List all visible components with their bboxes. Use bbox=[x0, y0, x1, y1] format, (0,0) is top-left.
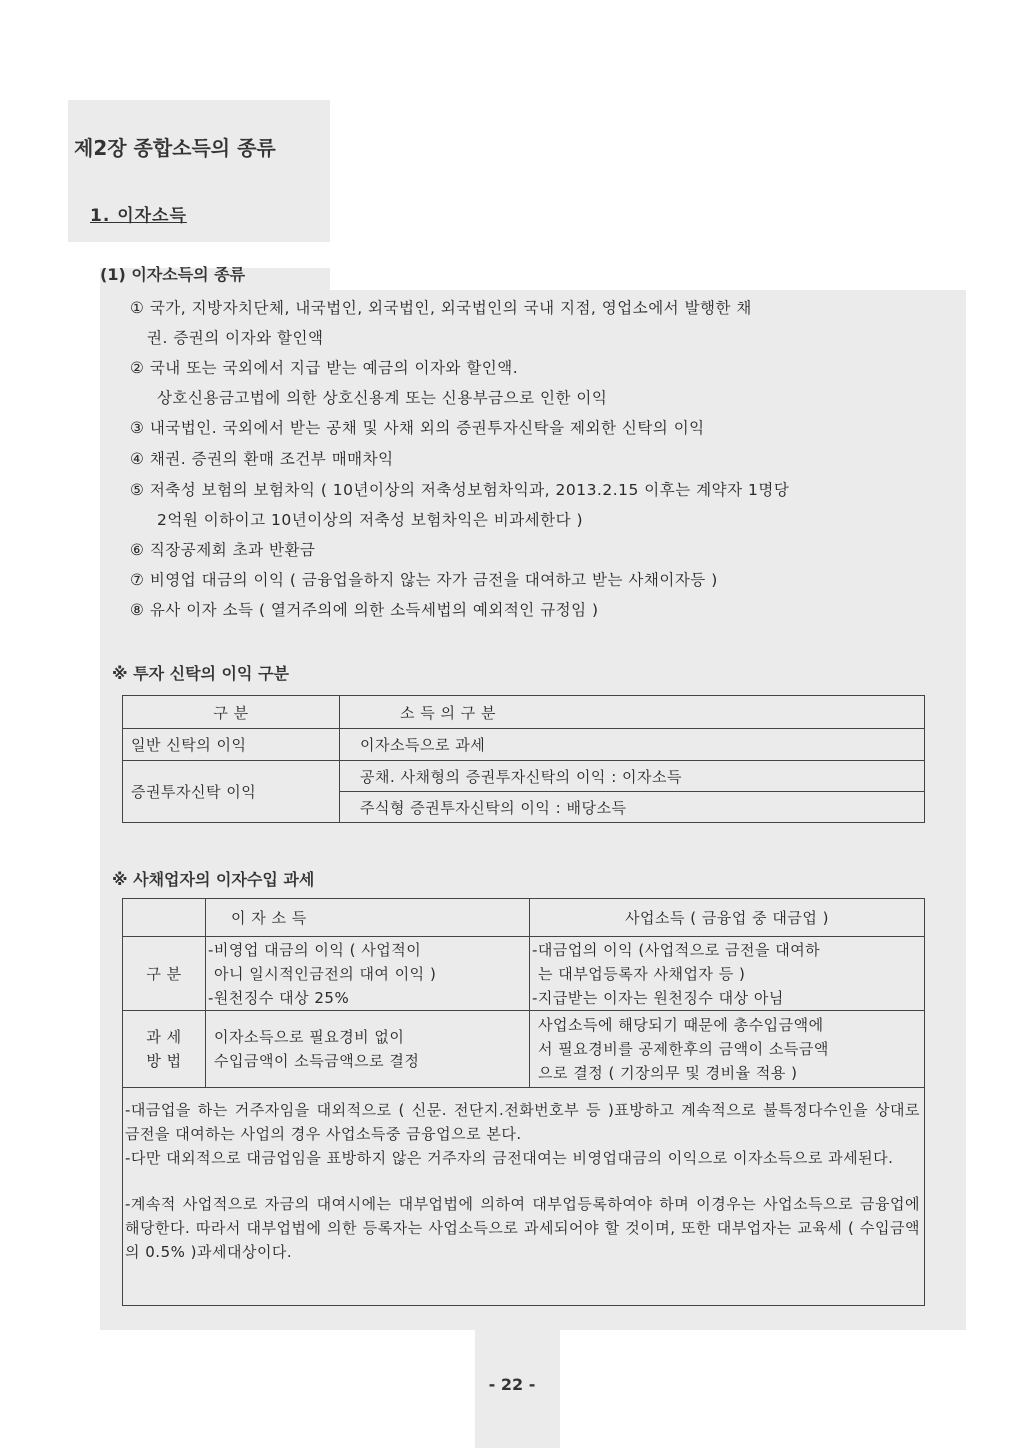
cell-line: 서 필요경비를 공제한후의 금액이 소득금액 bbox=[538, 1040, 829, 1058]
list-item: ③ 내국법인. 국외에서 받는 공채 및 사채 외의 증권투자신탁을 제외한 신탁의 이익 bbox=[130, 419, 705, 437]
note: -계속적 사업적으로 자금의 대여시에는 대부업법에 의하여 대부업등록하여야 하며 이경우는 사업소득으로 금융업에 해당한다. 따라서 대부업법에 의한 등록자는 사업소득으로 과세되어야 할 것이며, 또한 대부업자는 교육세 ( 수입금액의 0.5% )과세대상이다. bbox=[125, 1195, 920, 1261]
lender-table bbox=[122, 898, 925, 1306]
cell-line: 이자소득으로 필요경비 없이 bbox=[214, 1028, 405, 1046]
cell-line: -원천징수 대상 25% bbox=[208, 988, 350, 1007]
note: -다만 대외적으로 대금업임을 표방하지 않은 거주자의 금전대여는 비영업대금의 이익으로 이자소득으로 과세된다. bbox=[125, 1149, 894, 1167]
list-item: ④ 채권. 증권의 환매 조건부 매매차익 bbox=[130, 450, 394, 468]
cell-line: 으로 결정 ( 기장의무 및 경비율 적용 ) bbox=[538, 1064, 798, 1082]
chapter-title: 제2장 종합소득의 종류 bbox=[74, 136, 276, 160]
row-label: 일반 신탁의 이익 bbox=[123, 729, 340, 761]
list-item: ② 국내 또는 국외에서 지급 받는 예금의 이자와 할인액. bbox=[130, 359, 519, 377]
header-income-type: 소 득 의 구 분 bbox=[340, 696, 925, 729]
cell-line: -비영업 대금의 이익 ( 사업적이 bbox=[208, 940, 422, 959]
cell-line: 사업소득에 해당되기 때문에 총수입금액에 bbox=[538, 1016, 824, 1034]
header-category: 구 분 bbox=[123, 696, 340, 729]
note: -대금업을 하는 거주자임을 대외적으로 ( 신문. 전단지.전화번호부 등 )표방하고 계속적으로 불특정다수인을 상대로 금전을 대여하는 사업의 경우 사업소득중 금융업으로 본다. bbox=[125, 1101, 920, 1143]
list-item: ⑥ 직장공제회 초과 반환금 bbox=[130, 541, 316, 559]
header-empty bbox=[123, 899, 206, 937]
section-title: 1. 이자소득 bbox=[90, 206, 187, 226]
page-number: - 22 - bbox=[488, 1375, 536, 1394]
list-item: ① 국가, 지방자치단체, 내국법인, 외국법인, 외국법인의 국내 지점, 영업소에서 발행한 채 bbox=[130, 299, 752, 317]
cell-line: -대금업의 이익 (사업적으로 금전을 대여하 bbox=[532, 940, 821, 959]
row-label: 증권투자신탁 이익 bbox=[123, 761, 340, 823]
list-item: ⑦ 비영업 대금의 이익 ( 금융업을하지 않는 자가 금전을 대여하고 받는 사채이자등 ) bbox=[130, 571, 718, 589]
list-item-cont: 2억원 이하이고 10년이상의 저축성 보험차익은 비과세한다 ) bbox=[157, 511, 584, 529]
row-label: 과 세 bbox=[146, 1028, 182, 1046]
trust-table-heading: ※ 투자 신탁의 이익 구분 bbox=[112, 664, 289, 683]
row-value: 이자소득으로 과세 bbox=[340, 729, 925, 761]
cell-line: 수입금액이 소득금액으로 결정 bbox=[214, 1052, 420, 1070]
list-item: ⑧ 유사 이자 소득 ( 열거주의에 의한 소득세법의 예외적인 규정임 ) bbox=[130, 601, 599, 619]
list-item: ⑤ 저축성 보험의 보험차익 ( 10년이상의 저축성보험차익과, 2013.2.15 이후는 계약자 1명당 bbox=[130, 481, 790, 499]
cell-line: 아니 일시적인금전의 대여 이익 ) bbox=[214, 964, 437, 983]
row-label: 방 법 bbox=[146, 1052, 182, 1070]
subsection-title: (1) 이자소득의 종류 bbox=[100, 265, 246, 284]
header-business-income: 사업소득 ( 금융업 중 대금업 ) bbox=[530, 899, 925, 937]
row-value: 공채. 사채형의 증권투자신탁의 이익 : 이자소득 bbox=[340, 761, 925, 792]
row-value: 주식형 증권투자신탁의 이익 : 배당소득 bbox=[340, 792, 925, 823]
row-label: 구 분 bbox=[123, 937, 206, 1011]
cell-line: -지급받는 이자는 원천징수 대상 아님 bbox=[532, 988, 784, 1007]
scan-gap bbox=[330, 268, 966, 290]
header-interest-income: 이 자 소 득 bbox=[206, 899, 530, 937]
lender-table-heading: ※ 사채업자의 이자수입 과세 bbox=[112, 870, 315, 889]
list-item-cont: 권. 증권의 이자와 할인액 bbox=[147, 329, 324, 347]
trust-table bbox=[122, 695, 925, 823]
list-item-cont: 상호신용금고법에 의한 상호신용계 또는 신용부금으로 인한 이익 bbox=[157, 389, 608, 407]
cell-line: 는 대부업등록자 사채업자 등 ) bbox=[538, 964, 746, 983]
